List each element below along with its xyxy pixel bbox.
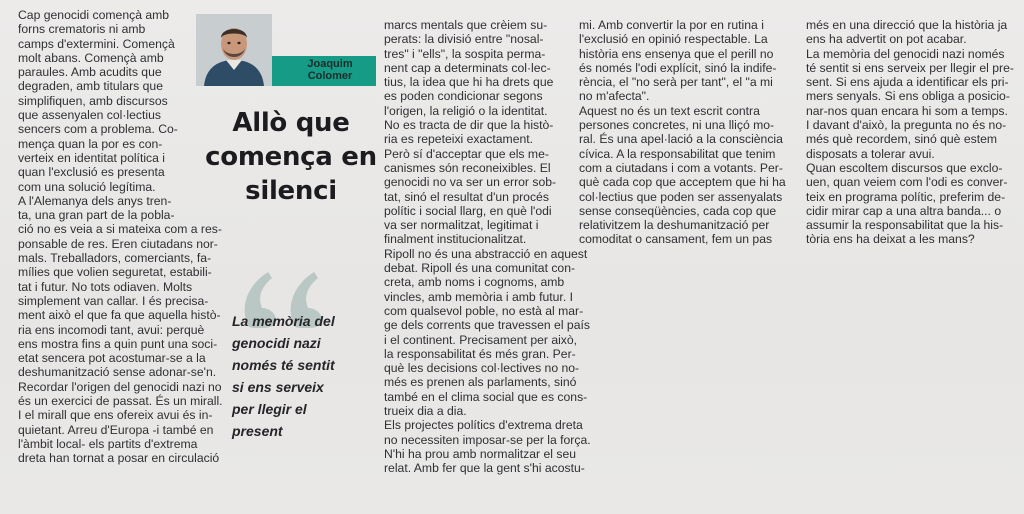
text-line: assumir la responsabilitat que la his-: [806, 218, 1004, 233]
text-line: camps d'extermini. Començà: [18, 36, 175, 51]
text-line: Quan escoltem discursos que exclo-: [806, 160, 1003, 175]
text-line: N'hi ha prou amb normalitzar el seu: [384, 446, 577, 461]
text-line: ció no es veia a si mateixa com a res-: [18, 222, 222, 237]
text-line: A l'Alemanya dels anys tren-: [18, 193, 172, 208]
text-line: l'origen, la religió o la identitat.: [384, 103, 548, 118]
text-line: ria ens incomodi tant, avui: perquè: [18, 322, 205, 337]
text-line: polític i social llarg, en què l'odi: [384, 203, 552, 218]
text-line: va ser normalitzat, legitimat i: [384, 218, 539, 233]
text-line: tat, sinó el resultat d'un procés: [384, 189, 549, 204]
text-line: uen, quan veiem com l'odi es conver-: [806, 175, 1008, 190]
text-line: trueix dia a dia.: [384, 404, 467, 419]
text-line: ment això el que fa que aquella histò-: [18, 308, 221, 323]
text-line: és un exercici de passat. És un mirall.: [18, 394, 223, 409]
text-line: Recordar l'origen del genocidi nazi no: [18, 379, 222, 394]
text-line: simplement van callar. I és precisa-: [18, 293, 209, 308]
text-line: mals. Treballadors, comerciants, fa-: [18, 251, 212, 266]
text-line: molt abans. Començà amb: [18, 50, 164, 65]
pull-quote: [232, 310, 382, 442]
text-line: cívica. A la responsabilitat que tenim: [579, 146, 776, 161]
text-line: tat i futur. No tots odiaven. Molts: [18, 279, 193, 294]
text-line: etat sencera pot acostumar-se a la: [18, 351, 206, 366]
text-line: sense conseqüències, cada cop que: [579, 203, 777, 218]
text-line: creta, amb noms i cognoms, amb: [384, 275, 565, 290]
author-first-name: Joaquim: [307, 58, 353, 70]
text-line: Ripoll no és una abstracció en aquest: [384, 246, 588, 261]
text-line: paraules. Amb acudits que: [18, 65, 162, 80]
text-line: perats: la divisió entre "nosal-: [384, 32, 544, 47]
text-line: quan l'exclusió es presenta: [18, 165, 165, 180]
text-line: història ens ensenya que el perill no: [579, 46, 774, 61]
text-line: ens ha advertit on pot acabar.: [806, 32, 967, 47]
text-line: ria es repeteixi exactament.: [384, 132, 534, 147]
text-line: ta, una gran part de la pobla-: [18, 208, 175, 223]
pull-quote-line: present: [232, 423, 283, 439]
text-line: nar-nos quan encara hi som a temps.: [806, 103, 1008, 118]
text-line: teix en programa polític, preferim de-: [806, 189, 1006, 204]
text-line: sent. Si ens ajuda a identificar els pri-: [806, 75, 1009, 90]
text-line: no necessiten imposar-se per la força.: [384, 432, 591, 447]
text-line: com a ciutadans i com a votants. Per-: [579, 160, 783, 175]
author-portrait-icon: [196, 14, 272, 86]
author-last-name: Colomer: [307, 70, 353, 82]
text-line: no m'afecta".: [579, 89, 650, 104]
text-line: persones concretes, ni una lliçó mo-: [579, 118, 775, 133]
text-line: que assenyalen col·lectius: [18, 108, 161, 123]
text-line: genocidi no va ser un error sob-: [384, 175, 557, 190]
text-line: relat. Amb fer que la gent s'hi acostu-: [384, 461, 585, 476]
text-line: mers senyals. Si ens obliga a posicio-: [806, 89, 1010, 104]
text-line: què cada cop que acceptem que hi ha: [579, 175, 786, 190]
headline-line: Allò que: [232, 108, 350, 138]
text-line: vincles, amb memòria i amb futur. I: [384, 289, 573, 304]
text-line: relativitzem la deshumanització per: [579, 218, 770, 233]
text-line: finalment institucionalitzat.: [384, 232, 527, 247]
text-line: I davant d'això, la pregunta no és no-: [806, 118, 1007, 133]
article-column-3: [384, 18, 591, 476]
text-line: verteix en identitat política i: [18, 150, 166, 165]
text-line: l'àmbit local- els partits d'extrema: [18, 436, 198, 451]
article-column-5: [806, 18, 1012, 247]
text-line: mílies que volien seguretat, estabili-: [18, 265, 212, 280]
text-line: l'exclusió en opinió respectable. La: [579, 32, 768, 47]
text-line: cidir mirar cap a una altra banda... o: [806, 203, 1002, 218]
text-line: com una solució legítima.: [18, 179, 156, 194]
text-line: canismes són reconeixibles. El: [384, 160, 551, 175]
text-line: tòria ens ha deixat a les mans?: [806, 232, 975, 247]
text-line: dreta han tornat a posar en circulació: [18, 451, 220, 466]
headline-line: comença en: [205, 142, 377, 172]
text-line: més es prenen als parlaments, sinó: [384, 375, 577, 390]
text-line: mença quan la por es con-: [18, 136, 163, 151]
text-line: simplifiquen, amb discursos: [18, 93, 168, 108]
article-column-1: [18, 8, 223, 466]
text-line: Però sí d'acceptar que els me-: [384, 146, 549, 161]
text-line: més què recordem, sinó què estem: [806, 132, 998, 147]
text-line: No es tracta de dir que la histò-: [384, 118, 554, 133]
text-line: tres" i "ells", la sospita perma-: [384, 46, 546, 61]
text-line: deshumanització sense adonar-se'n.: [18, 365, 217, 380]
text-line: i el continent. Precisament per això,: [384, 332, 578, 347]
text-line: té sentit si ens serveix per llegir el pre-: [806, 60, 1014, 75]
article-column-4: [579, 18, 789, 247]
text-line: tius, la idea que hi ha drets que: [384, 75, 554, 90]
text-line: debat. Ripoll és una comunitat con-: [384, 261, 576, 276]
text-line: Els projectes polítics d'extrema dreta: [384, 418, 583, 433]
text-line: disposats a tolerar avui.: [806, 146, 935, 161]
headline-line: silenci: [245, 176, 337, 206]
text-line: comoditat o cansament, fem un pas: [579, 232, 773, 247]
text-line: ens mostra fins a quin punt una soci-: [18, 336, 218, 351]
author-photo: [196, 14, 272, 86]
headline: [200, 106, 382, 208]
text-line: sencers com a problema. Co-: [18, 122, 178, 137]
text-line: es poden condicionar segons: [384, 89, 543, 104]
text-line: mi. Amb convertir la por en rutina i: [579, 18, 764, 32]
text-line: forns crematoris ni amb: [18, 22, 146, 37]
pull-quote-line: només té sentit: [232, 357, 335, 373]
text-line: La memòria del genocidi nazi només: [806, 46, 1005, 61]
pull-quote-line: si ens serveix: [232, 379, 324, 395]
text-line: què les decisions col·lectives no no-: [384, 361, 580, 376]
text-line: marcs mentals que crèiem su-: [384, 18, 548, 32]
text-line: la responsabilitat és més gran. Per-: [384, 346, 576, 361]
text-line: degraden, amb titulars que: [18, 79, 163, 94]
text-line: ge dels corrents que travessen el país: [384, 318, 590, 333]
text-line: ponsable de res. Eren ciutadans nor-: [18, 236, 218, 251]
pull-quote-line: per llegir el: [232, 401, 307, 417]
text-line: també en el clima social que es cons-: [384, 389, 588, 404]
text-line: Aquest no és un text escrit contra: [579, 103, 760, 118]
text-line: quietant. Arreu d'Europa -i també en: [18, 422, 214, 437]
pull-quote-line: genocidi nazi: [232, 335, 321, 351]
text-line: és només l'odi explícit, sinó la indife-: [579, 60, 777, 75]
pull-quote-line: La memòria del: [232, 313, 335, 329]
text-line: rència, el "no serà per tant", el "a mi: [579, 75, 773, 90]
text-line: I el mirall que ens ofereix avui és in-: [18, 408, 213, 423]
text-line: col·lectius que poden ser assenyalats: [579, 189, 783, 204]
text-line: com qualsevol poble, no està al mar-: [384, 303, 584, 318]
text-line: nent cap a determinats col·lec-: [384, 60, 551, 75]
text-line: Cap genocidi començà amb: [18, 8, 170, 22]
text-line: ral. És una apel·lació a la consciència: [579, 132, 783, 147]
text-line: més en una direcció que la història ja: [806, 18, 1008, 32]
author-name: [290, 58, 370, 82]
